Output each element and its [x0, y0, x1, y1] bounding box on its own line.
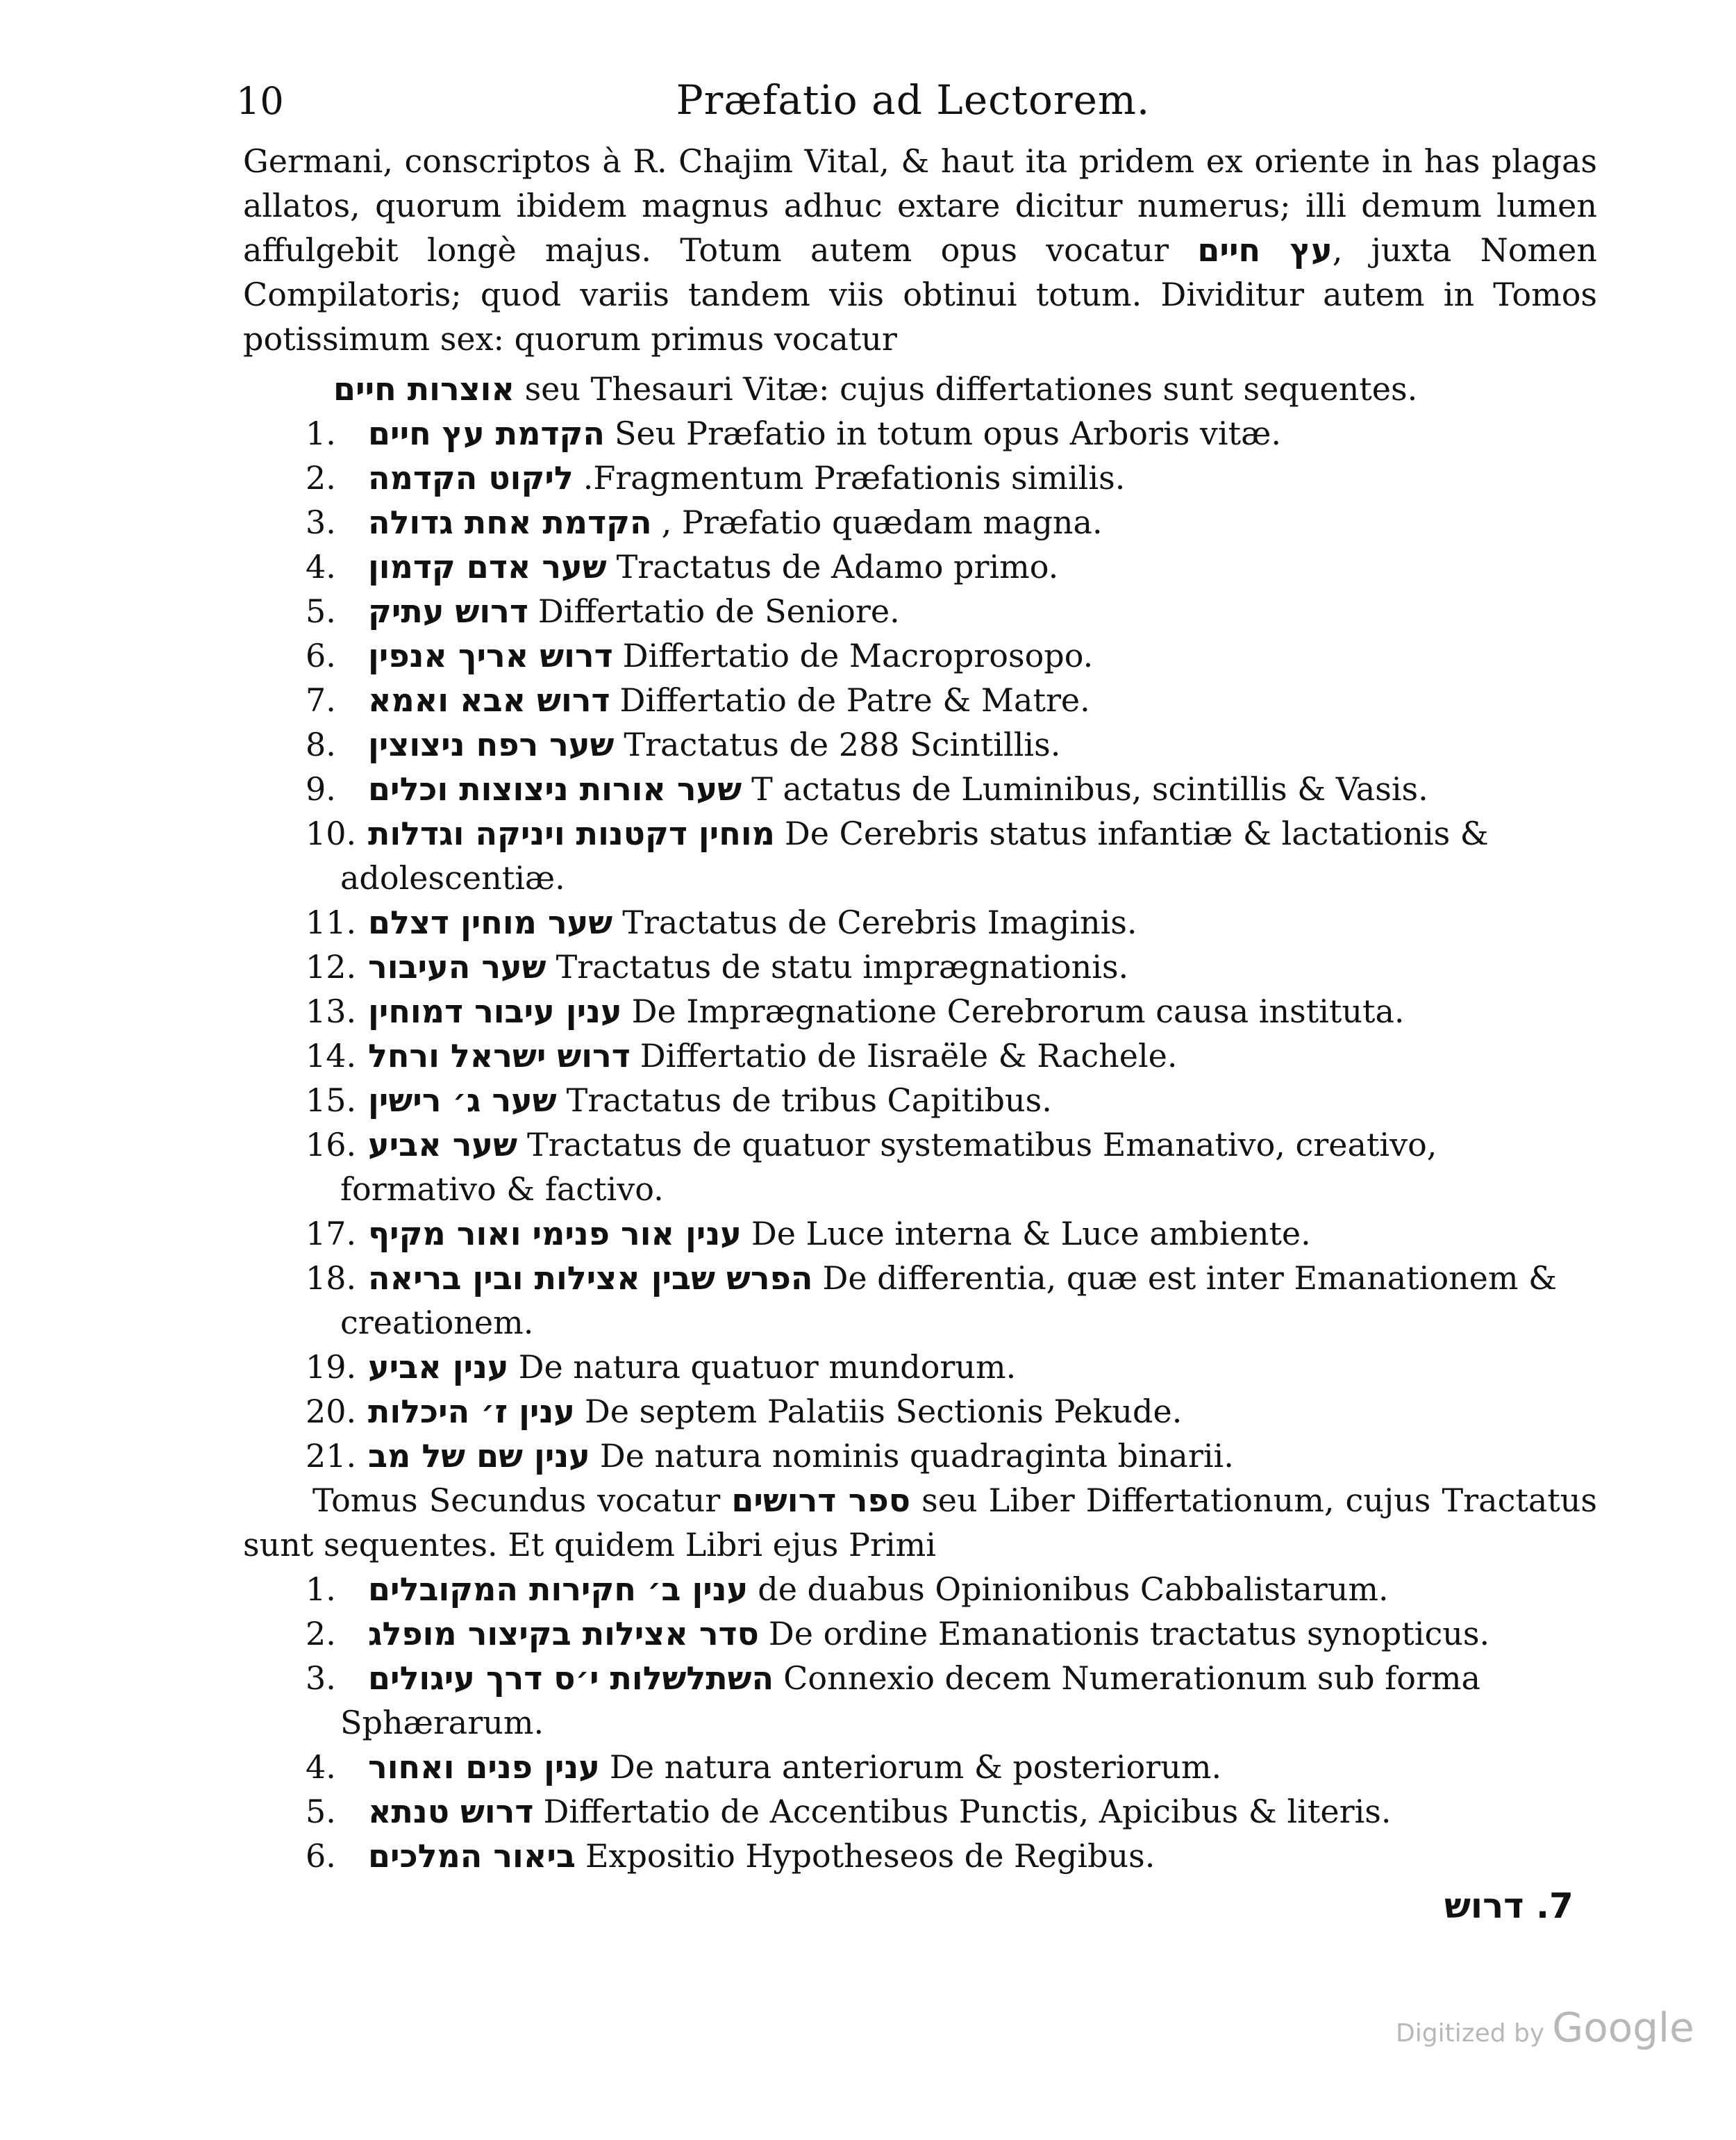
- list-item: [243, 1078, 1597, 1122]
- entry-latin-text: De Imprægnatione Cerebrorum causa instituta.: [631, 993, 1405, 1030]
- watermark-prefix: Digitized by: [1396, 2019, 1545, 2048]
- entry-number: 15.: [306, 1081, 357, 1119]
- list-item: [243, 456, 1597, 500]
- entry-latin-text: De natura quatuor mundorum.: [518, 1348, 1017, 1386]
- entry-latin-text: De Luce interna & Luce ambiente.: [751, 1215, 1311, 1252]
- catchword: 7. דרוש: [1444, 1886, 1574, 1926]
- entry-latin-text: Tractatus de tribus Capitibus.: [566, 1081, 1052, 1119]
- list-item: [243, 1789, 1597, 1834]
- entry-hebrew-title: הקדמת עץ חיים: [368, 415, 606, 452]
- entry-latin-text: De Cerebris status infantiæ & lactationis & adolescentiæ.: [340, 815, 1489, 897]
- list-item: [243, 722, 1597, 767]
- entry-number: 2.: [306, 1615, 336, 1652]
- entry-latin-text: Expositio Hypotheseos de Regibus.: [585, 1837, 1155, 1875]
- entry-latin-text: De natura anteriorum & posteriorum.: [609, 1748, 1222, 1786]
- entry-hebrew-title: ענין אור פנימי ואור מקיף: [368, 1215, 742, 1252]
- list-item: [243, 900, 1597, 945]
- tome2-text-before: Tomus Secundus vocatur: [312, 1482, 721, 1519]
- entry-latin-text: Tractatus de statu imprægnationis.: [556, 948, 1129, 986]
- entry-hebrew-title: הקדמת אחת גדולה: [368, 504, 652, 541]
- entry-number: 18.: [306, 1259, 357, 1297]
- entry-latin-text: De natura nominis quadraginta binarii.: [599, 1437, 1234, 1475]
- list-item: [243, 945, 1597, 989]
- list-item: [243, 1656, 1597, 1745]
- entry-latin-text: Seu Præfatio in totum opus Arboris vitæ.: [615, 415, 1281, 452]
- entry-number: 6.: [306, 1837, 336, 1875]
- entry-latin-text: Differtatio de Iisraële & Rachele.: [640, 1037, 1178, 1075]
- entry-hebrew-title: ביאור המלכים: [368, 1837, 576, 1875]
- entry-hebrew-title: ענין אביע: [368, 1348, 509, 1386]
- entry-number: 3.: [306, 1659, 336, 1697]
- watermark-brand: Google: [1552, 2004, 1694, 2051]
- entry-number: 16.: [306, 1126, 357, 1163]
- entry-hebrew-title: שער אדם קדמון: [368, 548, 607, 586]
- tome1-hebrew: אוצרות חיים: [333, 370, 515, 408]
- entry-number: 17.: [306, 1215, 357, 1252]
- entry-number: 20.: [306, 1393, 357, 1430]
- tome2-entry-list: [243, 1567, 1597, 1878]
- entry-hebrew-title: שער רפח ניצוצין: [368, 726, 615, 763]
- page-body: [243, 139, 1597, 1878]
- list-item: [243, 1389, 1597, 1434]
- entry-hebrew-title: דרוש אריך אנפין: [368, 637, 613, 674]
- entry-number: 19.: [306, 1348, 357, 1386]
- entry-latin-text: , Præfatio quædam magna.: [661, 504, 1103, 541]
- entry-number: 14.: [306, 1037, 357, 1075]
- entry-hebrew-title: שער העיבור: [368, 948, 546, 986]
- entry-number: 10.: [306, 815, 357, 852]
- list-item: [243, 411, 1597, 456]
- entry-latin-text: Tractatus de Adamo primo.: [616, 548, 1059, 586]
- entry-hebrew-title: ענין פנים ואחור: [368, 1748, 600, 1786]
- entry-number: 9.: [306, 770, 336, 808]
- list-item: [243, 767, 1597, 811]
- list-item: [243, 1211, 1597, 1256]
- running-title: Præfatio ad Lectorem.: [676, 76, 1151, 124]
- list-item: [243, 589, 1597, 633]
- entry-number: 5.: [306, 1793, 336, 1830]
- entry-number: 21.: [306, 1437, 357, 1475]
- tome2-hebrew: ספר דרושים: [731, 1482, 911, 1519]
- entry-latin-text: Differtatio de Seniore.: [537, 592, 900, 630]
- list-item: [243, 1611, 1597, 1656]
- entry-number: 1.: [306, 415, 336, 452]
- entry-number: 12.: [306, 948, 357, 986]
- digitized-watermark: [1396, 2004, 1694, 2051]
- list-item: [243, 678, 1597, 722]
- entry-hebrew-title: סדר אצילות בקיצור מופלג: [368, 1615, 759, 1652]
- entry-number: 8.: [306, 726, 336, 763]
- list-item: [243, 1745, 1597, 1789]
- entry-hebrew-title: ענין ב׳ חקירות המקובלים: [368, 1570, 749, 1608]
- list-item: [243, 545, 1597, 589]
- tome1-entry-list: [243, 411, 1597, 1478]
- entry-hebrew-title: הפרש שבין אצילות ובין בריאה: [368, 1259, 813, 1297]
- intro-hebrew-title: עץ חיים: [1197, 231, 1333, 269]
- entry-hebrew-title: דרוש ישראל ורחל: [368, 1037, 631, 1075]
- entry-latin-text: Connexio decem Numerationum sub forma Sphærarum.: [340, 1659, 1480, 1741]
- entry-hebrew-title: שער ג׳ רישין: [368, 1081, 557, 1119]
- entry-hebrew-title: שער מוחין דצלם: [368, 904, 613, 941]
- entry-latin-text: T actatus de Luminibus, scintillis & Vasis.: [751, 770, 1428, 808]
- entry-latin-text: Tractatus de Cerebris Imaginis.: [622, 904, 1137, 941]
- entry-hebrew-title: דרוש טנתא: [368, 1793, 534, 1830]
- entry-hebrew-title: דרוש אבא ואמא: [368, 681, 610, 719]
- entry-number: 5.: [306, 592, 336, 630]
- list-item: [243, 811, 1597, 900]
- list-item: [243, 1345, 1597, 1389]
- tome2-paragraph: [243, 1478, 1597, 1567]
- list-item: [243, 1122, 1597, 1211]
- list-item: [243, 989, 1597, 1034]
- entry-number: 13.: [306, 993, 357, 1030]
- entry-hebrew-title: ענין שם של מב: [368, 1437, 590, 1475]
- entry-number: 2.: [306, 459, 336, 497]
- list-item: [243, 1567, 1597, 1611]
- tome2-text-after: seu Liber Differtationum, cujus Tractatus sunt sequentes. Et quidem Libri ejus Primi: [243, 1482, 1597, 1563]
- intro-text-before: Germani, conscriptos à R. Chajim Vital, & haut ita pridem ex oriente in has plagas allatos, quorum ibidem magnus adhuc extare dicitur numerus; illi demum lumen affulgebit longè majus. Totum autem opus vocatur: [243, 142, 1597, 269]
- entry-latin-text: Tractatus de quatuor systematibus Emanativo, creativo, formativo & factivo.: [340, 1126, 1437, 1208]
- entry-latin-text: De differentia, quæ est inter Emanationem & creationem.: [340, 1259, 1558, 1341]
- entry-latin-text: .Fragmentum Præfationis similis.: [583, 459, 1126, 497]
- entry-latin-text: De ordine Emanationis tractatus synopticus.: [768, 1615, 1490, 1652]
- entry-number: 6.: [306, 637, 336, 674]
- page-header: [236, 76, 1590, 132]
- entry-number: 4.: [306, 548, 336, 586]
- entry-latin-text: De septem Palatiis Sectionis Pekude.: [584, 1393, 1183, 1430]
- entry-number: 11.: [306, 904, 357, 941]
- entry-latin-text: Differtatio de Accentibus Punctis, Apicibus & literis.: [543, 1793, 1392, 1830]
- entry-latin-text: de duabus Opinionibus Cabbalistarum.: [758, 1570, 1389, 1608]
- list-item: [243, 500, 1597, 545]
- intro-text-after: , juxta Nomen Compilatoris; quod variis tandem viis obtinui totum. Dividitur autem in Tomos potissimum sex: quorum primus vocatur: [243, 231, 1597, 358]
- list-item: [243, 633, 1597, 678]
- entry-latin-text: Tractatus de 288 Scintillis.: [624, 726, 1061, 763]
- entry-hebrew-title: מוחין דקטנות ויניקה וגדלות: [368, 815, 775, 852]
- entry-number: 7.: [306, 681, 336, 719]
- tome1-title: [333, 367, 1597, 411]
- entry-latin-text: Differtatio de Macroprosopo.: [622, 637, 1094, 674]
- entry-hebrew-title: שער אביע: [368, 1126, 517, 1163]
- intro-paragraph: [243, 139, 1597, 361]
- list-item: [243, 1256, 1597, 1345]
- entry-number: 4.: [306, 1748, 336, 1786]
- entry-hebrew-title: השתלשלות י׳ס דרך עיגולים: [368, 1659, 774, 1697]
- entry-number: 3.: [306, 504, 336, 541]
- entry-number: 1.: [306, 1570, 336, 1608]
- entry-hebrew-title: ענין עיבור דמוחין: [368, 993, 622, 1030]
- entry-latin-text: Differtatio de Patre & Matre.: [619, 681, 1090, 719]
- entry-hebrew-title: דרוש עתיק: [368, 592, 528, 630]
- list-item: [243, 1034, 1597, 1078]
- entry-hebrew-title: ענין ז׳ היכלות: [368, 1393, 575, 1430]
- entry-hebrew-title: ליקוט הקדמה: [368, 459, 574, 497]
- list-item: [243, 1834, 1597, 1878]
- entry-hebrew-title: שער אורות ניצוצות וכלים: [368, 770, 742, 808]
- tome1-latin: seu Thesauri Vitæ: cujus differtationes sunt sequentes.: [524, 370, 1418, 408]
- page-number: 10: [236, 79, 284, 123]
- list-item: [243, 1434, 1597, 1478]
